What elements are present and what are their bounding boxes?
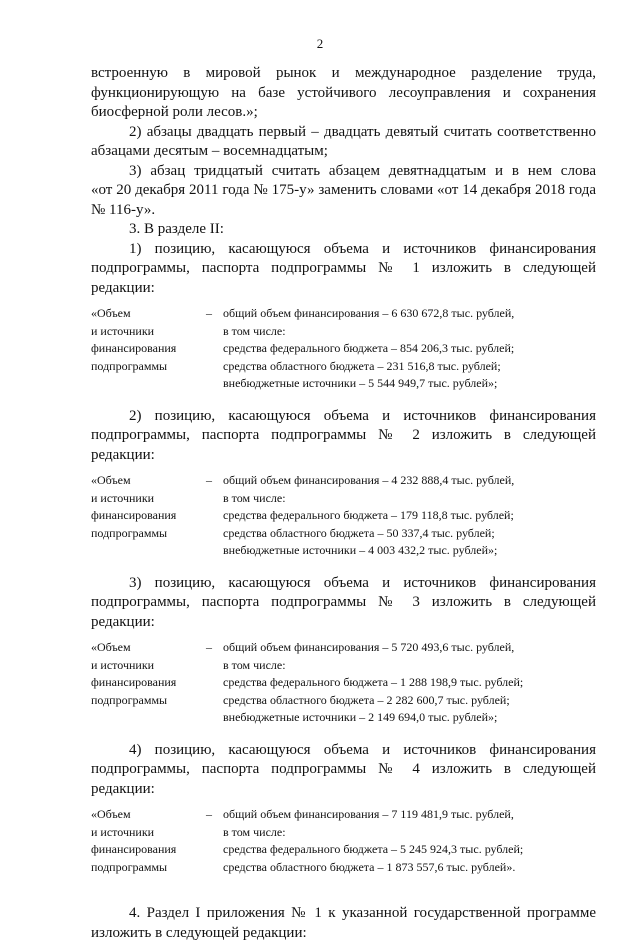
funding-dash: –	[206, 305, 223, 393]
text-line: 2) позицию, касающуюся объема и источников финансирования	[91, 407, 596, 427]
funding-block	[91, 305, 596, 393]
funding-line: общий объем финансирования – 5 720 493,6 тыс. рублей,	[223, 639, 523, 657]
funding-values	[223, 472, 514, 560]
funding-line: средства федерального бюджета – 1 288 198,9 тыс. рублей;	[223, 674, 523, 692]
funding-label: «Объем и источники финансирования подпрограммы	[91, 806, 206, 876]
funding-block	[91, 806, 596, 876]
funding-values	[223, 639, 523, 727]
funding-block	[91, 472, 596, 560]
funding-line: общий объем финансирования – 7 119 481,9 тыс. рублей,	[223, 806, 523, 824]
funding-line: внебюджетные источники – 4 003 432,2 тыс. рублей»;	[223, 542, 514, 560]
funding-line: в том числе:	[223, 824, 523, 842]
funding-line: в том числе:	[223, 657, 523, 675]
funding-label: «Объем и источники финансирования подпрограммы	[91, 639, 206, 727]
funding-line: средства федерального бюджета – 854 206,3 тыс. рублей;	[223, 340, 514, 358]
text-line: функционирующую на базе устойчивого лесоуправления и сохранения	[91, 84, 596, 104]
funding-line: средства федерального бюджета – 5 245 924,3 тыс. рублей;	[223, 841, 523, 859]
funding-label: «Объем и источники финансирования подпрограммы	[91, 472, 206, 560]
text-line: подпрограммы, паспорта подпрограммы № 3 изложить в следующей редакции:	[91, 593, 596, 632]
text-line: биосферной роли лесов.»;	[91, 103, 596, 123]
funding-line: в том числе:	[223, 490, 514, 508]
text-line: подпрограммы, паспорта подпрограммы № 2 изложить в следующей редакции:	[91, 426, 596, 465]
text-line: 3) абзац тридцатый считать абзацем девятнадцатым и в нем слова	[91, 162, 596, 182]
text-line: подпрограммы, паспорта подпрограммы № 1 изложить в следующей редакции:	[91, 259, 596, 298]
amendment-item-1	[91, 240, 596, 393]
amendment-item-3	[91, 574, 596, 727]
funding-line: средства областного бюджета – 2 282 600,7 тыс. рублей;	[223, 692, 523, 710]
text-line: встроенную в мировой рынок и международное разделение труда,	[91, 64, 596, 84]
funding-line: внебюджетные источники – 5 544 949,7 тыс. рублей»;	[223, 375, 514, 393]
text-line: 3) позицию, касающуюся объема и источников финансирования	[91, 574, 596, 594]
funding-line: в том числе:	[223, 323, 514, 341]
funding-block	[91, 639, 596, 727]
text-line: 4. Раздел I приложения № 1 к указанной государственной программе	[91, 904, 596, 924]
paragraph-item-2	[91, 123, 596, 162]
funding-line: общий объем финансирования – 4 232 888,4 тыс. рублей,	[223, 472, 514, 490]
text-line: подпрограммы, паспорта подпрограммы № 4 изложить в следующей редакции:	[91, 760, 596, 799]
text-line: 4) позицию, касающуюся объема и источников финансирования	[91, 741, 596, 761]
funding-line: средства областного бюджета – 231 516,8 тыс. рублей;	[223, 358, 514, 376]
funding-line: внебюджетные источники – 2 149 694,0 тыс. рублей»;	[223, 709, 523, 727]
amendment-item-2	[91, 407, 596, 560]
text-line: 3. В разделе II:	[91, 220, 596, 240]
text-line: 1) позицию, касающуюся объема и источников финансирования	[91, 240, 596, 260]
funding-values	[223, 305, 514, 393]
section-heading	[91, 220, 596, 240]
final-paragraph	[91, 904, 596, 943]
text-line: «от 20 декабря 2011 года № 175-у» заменить словами «от 14 декабря 2018 года	[91, 181, 596, 201]
funding-line: средства областного бюджета – 1 873 557,6 тыс. рублей».	[223, 859, 523, 877]
amendment-item-4	[91, 741, 596, 877]
paragraph-item-3	[91, 162, 596, 221]
text-line: изложить в следующей редакции:	[91, 924, 596, 943]
funding-dash: –	[206, 472, 223, 560]
funding-label: «Объем и источники финансирования подпрограммы	[91, 305, 206, 393]
funding-dash: –	[206, 639, 223, 727]
funding-line: общий объем финансирования – 6 630 672,8 тыс. рублей,	[223, 305, 514, 323]
funding-dash: –	[206, 806, 223, 876]
text-line: 2) абзацы двадцать первый – двадцать девятый считать соответственно	[91, 123, 596, 143]
funding-line: средства федерального бюджета – 179 118,8 тыс. рублей;	[223, 507, 514, 525]
funding-values	[223, 806, 523, 876]
text-line: абзацами десятым – восемнадцатым;	[91, 142, 596, 162]
paragraph-continuation	[91, 64, 596, 123]
funding-line: средства областного бюджета – 50 337,4 тыс. рублей;	[223, 525, 514, 543]
document-body	[91, 64, 596, 943]
page-number: 2	[0, 36, 640, 52]
text-line: № 116-у».	[91, 201, 596, 221]
